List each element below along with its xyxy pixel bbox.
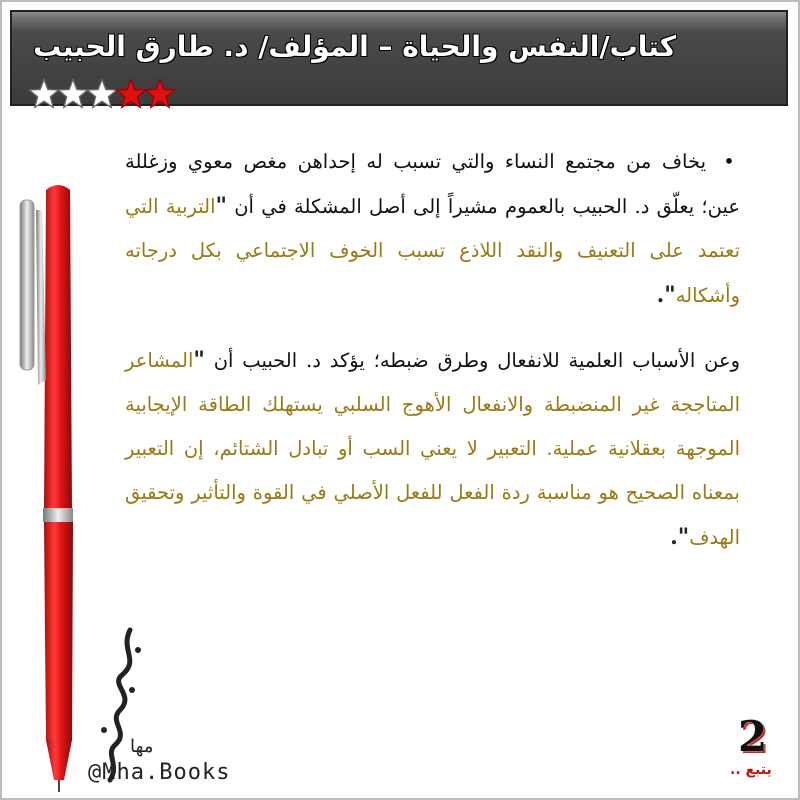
star-icon [86,78,118,110]
page-number: 2 [738,712,768,761]
bullet-icon: • [723,150,735,173]
paragraph-1: •يخاف من مجتمع النساء والتي تسبب له إحداهن مغص معوي وزغللة عين؛ يعلّق د. الحبيب بالعموم مشيراً إلى أصل المشكلة في أن "التربية التي تعتمد على التعنيف والنقد اللاذع تسبب الخوف الاجتماعي بكل درجاته وأشكاله". [125,140,740,318]
author-name: مها [130,736,154,757]
rating-stars [28,78,173,110]
paragraph-2-text: وعن الأسباب العلمية للانفعال وطرق ضبطه؛ يؤكد د. الحبيب أن [213,349,740,372]
page-title: كتاب/النفس والحياة – المؤلف/ د. طارق الحبيب [33,30,676,63]
paragraph-1-text: يخاف من مجتمع النساء والتي تسبب له إحداهن مغص معوي وزغللة عين؛ يعلّق د. الحبيب بالعموم مشيراً إلى أصل المشكلة في أن [125,150,740,218]
social-handle: @Mha.Books [88,760,231,785]
quote-2: المشاعر المتاججة غير المنضبطة والانفعال الأهوج السلبي يستهلك الطاقة الإيجابية الموجهة بعقلانية عملية. التعبير لا يعني السب أو تبادل الشتائم، إن التعبير بمعناه الصحيح هو مناسبة ردة الفعل للفعل الأصلي في القوة والتأثير وتحقيق الهدف [125,349,740,549]
continued-label: يتبع .. [730,762,772,778]
quote-1: التربية التي تعتمد على التعنيف والنقد اللاذع تسبب الخوف الاجتماعي بكل درجاته وأشكاله [125,195,740,307]
star-icon [144,78,176,110]
star-icon [115,78,147,110]
star-icon [28,78,60,110]
star-icon [57,78,89,110]
paragraph-2: وعن الأسباب العلمية للانفعال وطرق ضبطه؛ يؤكد د. الحبيب أن "المشاعر المتاججة غير المنضبطة والانفعال الأهوج السلبي يستهلك الطاقة الإيجابية الموجهة بعقلانية عملية. التعبير لا يعني السب أو تبادل الشتائم، إن التعبير بمعناه الصحيح هو مناسبة ردة الفعل للفعل الأصلي في القوة والتأثير وتحقيق الهدف". [125,347,740,550]
article-body [125,140,740,580]
